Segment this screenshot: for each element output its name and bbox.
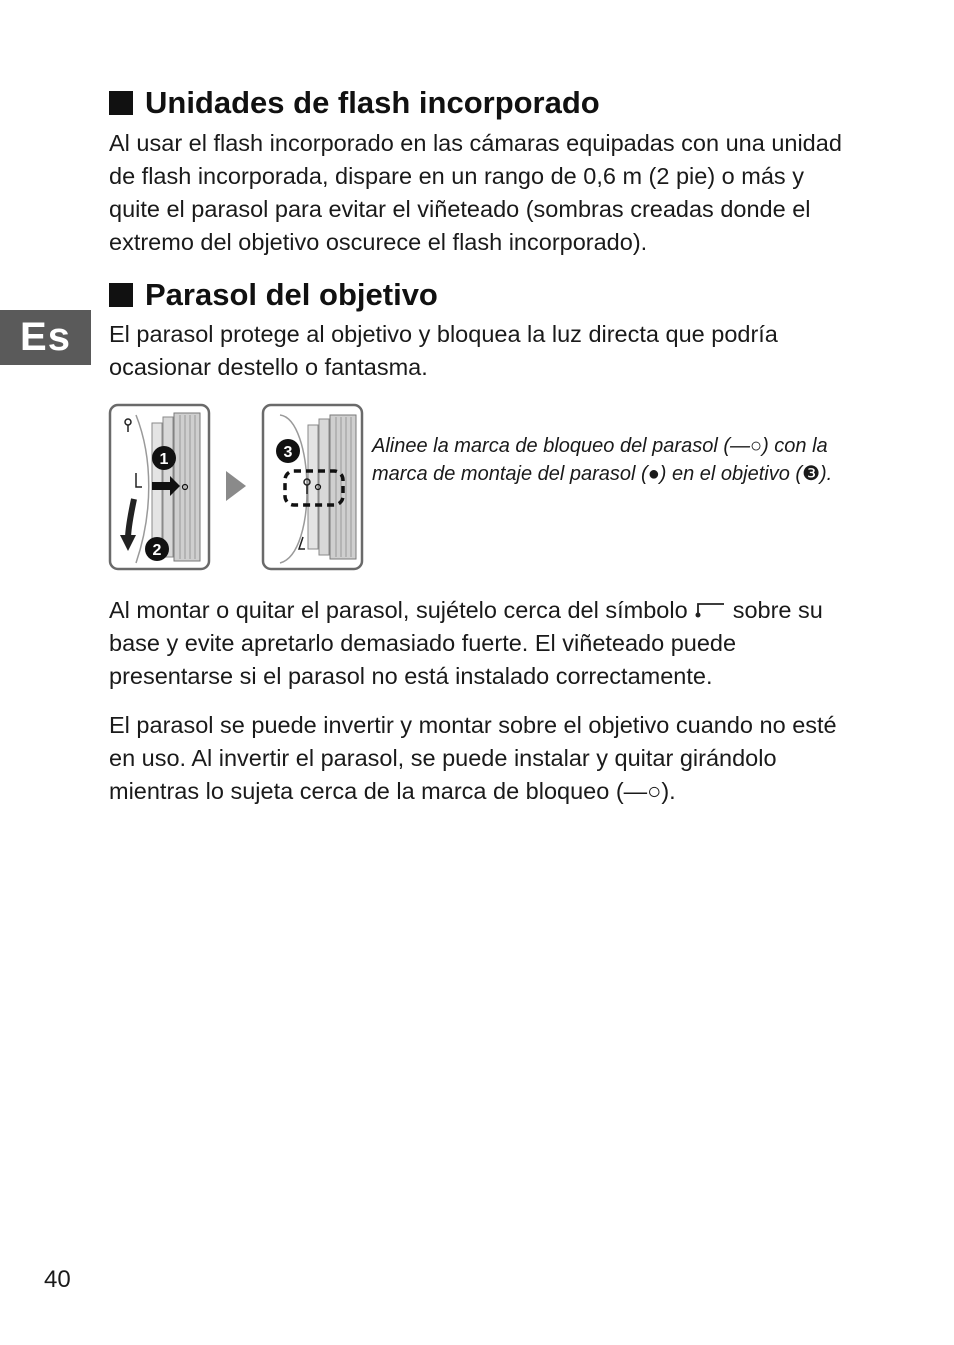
section-heading-hood bbox=[109, 276, 438, 314]
figure-caption-part2: ). bbox=[820, 463, 833, 485]
step-marker-2 bbox=[145, 537, 169, 561]
hold-instructions-paragraph bbox=[109, 594, 849, 693]
flash-paragraph: Al usar el flash incorporado en las cámaras equipadas con una unidad de flash incorporada, dispare en un rango de 0,6 m (2 pie) o más y quite el parasol para evitar el viñeteado (sombras creadas donde el extremo del objetivo oscurece el flash incorporado). bbox=[109, 130, 842, 255]
next-step-arrow-icon bbox=[226, 471, 246, 501]
heading-square-icon bbox=[109, 283, 133, 307]
figure-caption bbox=[372, 432, 852, 488]
hood-hold-symbol-icon bbox=[694, 602, 726, 618]
hood-paragraph: El parasol protege al objetivo y bloquea la luz directa que podría ocasionar destello o fantasma. bbox=[109, 321, 778, 380]
heading-square-icon bbox=[109, 91, 133, 115]
reverse-hood-paragraph: El parasol se puede invertir y montar sobre el objetivo cuando no esté en uso. Al invertir el parasol, se puede instalar y quitar girándolo mientras lo sujeta cerca de la marca de bloqueo (—○). bbox=[109, 712, 837, 804]
lens-hood-diagram bbox=[108, 403, 366, 573]
hold-instructions-part1: Al montar o quitar el parasol, sujételo cerca del símbolo bbox=[109, 597, 695, 623]
hold-instructions-part2: sobre su base y evite apretarlo demasiado fuerte. El viñeteado puede presentarse si el parasol no está instalado correctamente. bbox=[109, 597, 823, 689]
step-marker-3 bbox=[276, 439, 300, 463]
figure-caption-marker: ❸ bbox=[802, 463, 821, 485]
lens-hood-illustration bbox=[108, 403, 366, 573]
section-heading-flash bbox=[109, 84, 600, 122]
page-number: 40 bbox=[44, 1266, 71, 1293]
svg-text:3: 3 bbox=[283, 444, 293, 461]
panel-after-mount bbox=[263, 405, 362, 569]
figure-caption-part1: Alinee la marca de bloqueo del parasol (—○) con la marca de montaje del parasol (●) en el objetivo ( bbox=[372, 435, 828, 485]
svg-text:1: 1 bbox=[159, 451, 169, 468]
section-heading-hood-text: Parasol del objetivo bbox=[145, 277, 438, 312]
svg-text:2: 2 bbox=[152, 542, 162, 559]
section-heading-flash-text: Unidades de flash incorporado bbox=[145, 85, 600, 120]
step-marker-1 bbox=[152, 446, 176, 470]
language-tab: Es bbox=[0, 310, 91, 365]
